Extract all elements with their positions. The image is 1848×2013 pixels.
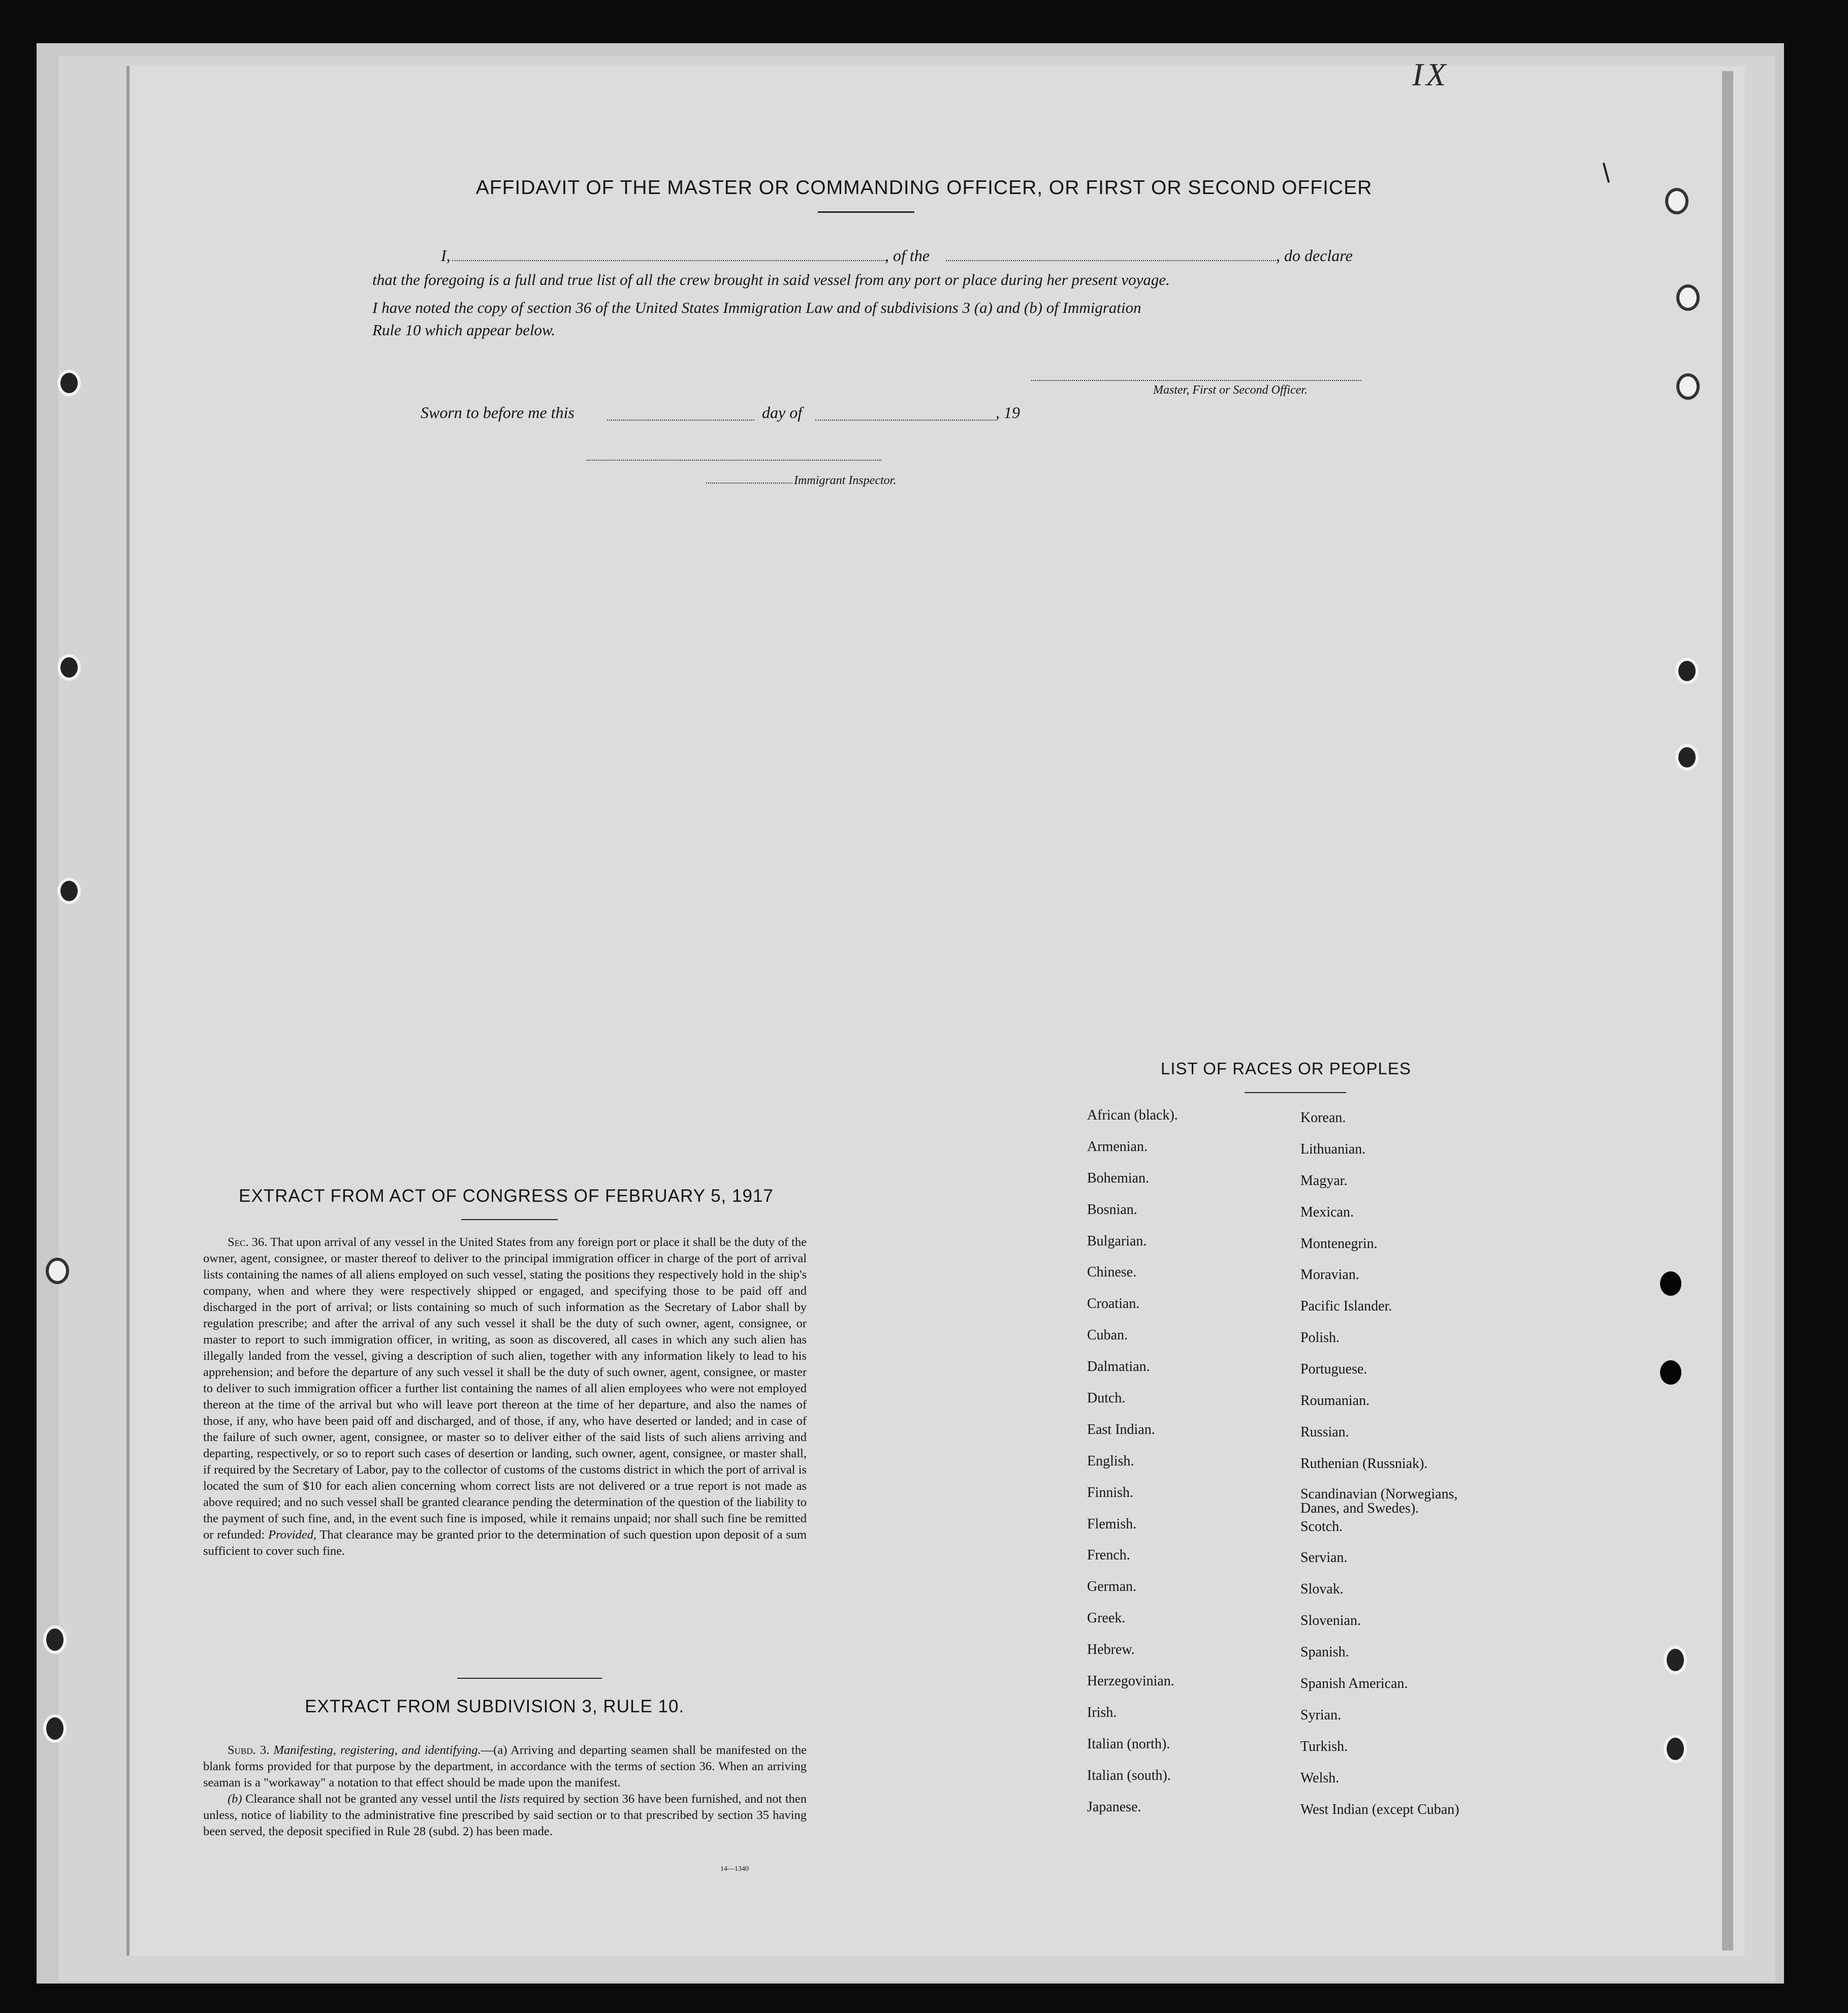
punch-hole-icon [1676, 373, 1700, 400]
page-edge [1722, 71, 1733, 1951]
race-item: Ruthenian (Russniak). [1300, 1455, 1428, 1472]
inspector-lead-dots [706, 483, 792, 484]
affidavit-line3: I have noted the copy of section 36 of the United States Immigration Law and of subdivisions 3 (a) and (b) of Immigration [372, 299, 1141, 316]
punch-hole-icon [43, 1714, 67, 1743]
race-item: German. [1087, 1579, 1137, 1595]
act-rule [461, 1219, 558, 1220]
race-item: Pacific Islander. [1300, 1298, 1392, 1315]
punch-hole-icon [1675, 658, 1699, 684]
race-item: Korean. [1300, 1110, 1346, 1126]
race-item: Dutch. [1087, 1390, 1126, 1407]
race-item: Lithuanian. [1300, 1141, 1366, 1157]
affidavit-declare: , do declare [1276, 246, 1353, 265]
punch-hole-icon [1664, 1646, 1687, 1674]
race-item: French. [1087, 1547, 1130, 1563]
race-item: Polish. [1300, 1330, 1340, 1346]
subd-label: Subd. 3. [228, 1743, 270, 1757]
subd-para-a: —(a) Arriving and departing seamen shall be manifested on the blank forms provided for that purpose by the department, in accordance with the terms of section 36. When an arriving seaman is a "workaway" a notation to that effect should be made upon the manifest. [203, 1743, 807, 1790]
title-rule [818, 211, 914, 213]
race-item: Italian (south). [1087, 1767, 1171, 1783]
rule-title: EXTRACT FROM SUBDIVISION 3, RULE 10. [305, 1697, 685, 1716]
race-item: Mexican. [1300, 1204, 1354, 1220]
rule-subdivision-3 [203, 1742, 807, 1840]
races-column-2 [1300, 1110, 1483, 1833]
race-item: Bosnian. [1087, 1201, 1137, 1218]
form-code: 14—1340 [720, 1865, 749, 1873]
race-item: Turkish. [1300, 1738, 1348, 1754]
day-of-label: day of [762, 403, 803, 422]
affidavit-line2: that the foregoing is a full and true list of all the crew brought in said vessel from any port or place during her present voyage. [372, 271, 1170, 289]
race-item: Slovak. [1300, 1581, 1344, 1597]
races-title: LIST OF RACES OR PEOPLES [1161, 1059, 1411, 1078]
race-item: Scandinavian (Norwegians, Danes, and Swedes). [1300, 1486, 1458, 1516]
month-blank[interactable] [815, 420, 996, 421]
punch-hole-icon [57, 878, 81, 904]
subd-para-b-2: required by section 36 have been furnished, and not then unless, notice of liability to the administrative fine prescribed by said section or to that prescribed by section 35 having been served, the deposit specified in Rule 28 (subd. 2) has been made. [203, 1792, 807, 1838]
affidavit-i: I, [441, 246, 451, 265]
race-item: Greek. [1087, 1610, 1126, 1626]
race-item: Portuguese. [1300, 1361, 1367, 1378]
inspector-signature-blank[interactable] [587, 460, 881, 461]
race-item: Dalmatian. [1087, 1359, 1150, 1375]
race-item: Italian (north). [1087, 1736, 1170, 1752]
race-item: Finnish. [1087, 1484, 1134, 1500]
section-body: That upon arrival of any vessel in the United States from any foreign port or place it shall be the duty of the owner, agent, consignee, or master thereof to deliver to the principal immigration officer in charge of the port of arrival lists containing the names of all aliens employed on such vessel, stating the positions they respectively hold in the ship's company, when and where they were respectively shipped or engaged, and specifying those to be paid off and discharged in the port of arrival; or lists containing so much of such information as the Secretary of Labor shall by regulation prescribe; and after the arrival of any such vessel it shall be the duty of such owner, agent, consignee, or master to report to such immigration officer, in writing, as soon as discovered, all cases in which any such alien has illegally landed from the vessel, giving a description of such alien, together with any information likely to lead to his apprehension; and before the departure of any such vessel it shall be the duty of such owner, agent, consignee, or master to deliver to such immigration officer a further list containing the names of all alien employees who were not employed thereon at the time of the arrival but who will leave port thereon at the time of her departure, and also the names of those, if any, who have been paid off and discharged, and of those, if any, who have deserted or landed; and in case of the failure of such owner, agent, consignee, or master so to deliver either of the said lists of such aliens arriving and departing, respectively, or so to report such cases of desertion or landing, such owner, agent, consignee, or master shall, if required by the Secretary of Labor, pay to the collector of customs of the customs district in which the port of arrival is located the sum of $10 for each alien concerning whom correct lists are not delivered or a true report is not made as above required; and no such vessel shall be granted clearance pending the determination of the question of the liability to the payment of such fine, and, in the event such fine is imposed, while it remains unpaid; nor shall such fine be remitted or refunded: [203, 1235, 807, 1542]
day-blank[interactable] [607, 420, 754, 421]
race-item: West Indian (except Cuban) [1300, 1801, 1459, 1817]
lists-word: lists [499, 1792, 520, 1806]
master-signature-blank[interactable] [1031, 380, 1361, 381]
affidavit-of-the: , of the [885, 246, 930, 265]
punch-hole-icon [1675, 744, 1699, 771]
race-item: Hebrew. [1087, 1642, 1135, 1658]
race-item: Roumanian. [1300, 1393, 1370, 1409]
provided-word: Provided, [268, 1528, 317, 1542]
punch-hole-icon [1660, 1360, 1681, 1385]
name-blank[interactable] [452, 260, 886, 261]
year-label: , 19 [996, 403, 1020, 422]
race-item: Magyar. [1300, 1172, 1348, 1189]
race-item: Montenegrin. [1300, 1235, 1378, 1252]
races-rule [1245, 1092, 1346, 1093]
affidavit-line4: Rule 10 which appear below. [372, 321, 556, 339]
act-title: EXTRACT FROM ACT OF CONGRESS OF FEBRUARY 5, 1917 [239, 1186, 774, 1206]
master-caption: Master, First or Second Officer. [1153, 384, 1308, 397]
race-item: Chinese. [1087, 1264, 1137, 1281]
race-item: English. [1087, 1453, 1134, 1469]
section-tail: That clearance may be granted prior to the determination of such question upon deposit of a sum sufficient to cover such fine. [203, 1528, 807, 1558]
race-item: Slovenian. [1300, 1613, 1361, 1629]
race-item: Scotch. [1300, 1518, 1343, 1535]
punch-hole-icon [1660, 1271, 1681, 1296]
race-item: Moravian. [1300, 1267, 1359, 1283]
punch-hole-icon [46, 1258, 69, 1284]
subd-heading: Manifesting, registering, and identifying. [273, 1743, 481, 1757]
race-item: Spanish. [1300, 1644, 1349, 1660]
race-item: Cuban. [1087, 1327, 1128, 1344]
race-item: Welsh. [1300, 1770, 1340, 1786]
subd-b-label: (b) [228, 1792, 242, 1806]
document-page [130, 66, 1745, 1956]
punch-hole-icon [1676, 284, 1700, 311]
races-column-1 [1087, 1107, 1178, 1830]
race-item: Russian. [1300, 1424, 1349, 1440]
race-item: Syrian. [1300, 1707, 1342, 1723]
inspector-caption: Immigrant Inspector. [794, 474, 897, 487]
race-item: Bulgarian. [1087, 1233, 1147, 1249]
race-item: Japanese. [1087, 1799, 1141, 1815]
race-item: Spanish American. [1300, 1676, 1408, 1692]
punch-hole-icon [43, 1625, 67, 1654]
affidavit-title: AFFIDAVIT OF THE MASTER OR COMMANDING OFFICER, OR FIRST OR SECOND OFFICER [475, 177, 1373, 199]
race-item: Irish. [1087, 1704, 1117, 1720]
act-end-rule [457, 1678, 602, 1679]
act-section-36 [203, 1234, 807, 1559]
punch-hole-icon [57, 654, 81, 681]
race-item: East Indian. [1087, 1421, 1155, 1437]
subd-para-b-1: Clearance shall not be granted any vessel until the [245, 1792, 497, 1806]
race-item: Servian. [1300, 1550, 1348, 1566]
punch-hole-icon [1664, 1735, 1687, 1763]
race-item: Armenian. [1087, 1138, 1148, 1155]
punch-hole-icon [57, 370, 81, 396]
section-label: Sec. 36. [228, 1235, 268, 1249]
sworn-label: Sworn to before me this [421, 403, 575, 422]
race-item: African (black). [1087, 1107, 1178, 1123]
race-item: Herzegovinian. [1087, 1673, 1174, 1689]
vessel-blank[interactable] [946, 260, 1276, 261]
race-item: Flemish. [1087, 1516, 1137, 1532]
race-item: Croatian. [1087, 1296, 1140, 1312]
race-item: Bohemian. [1087, 1170, 1150, 1186]
folio-mark: IX [1412, 56, 1449, 92]
